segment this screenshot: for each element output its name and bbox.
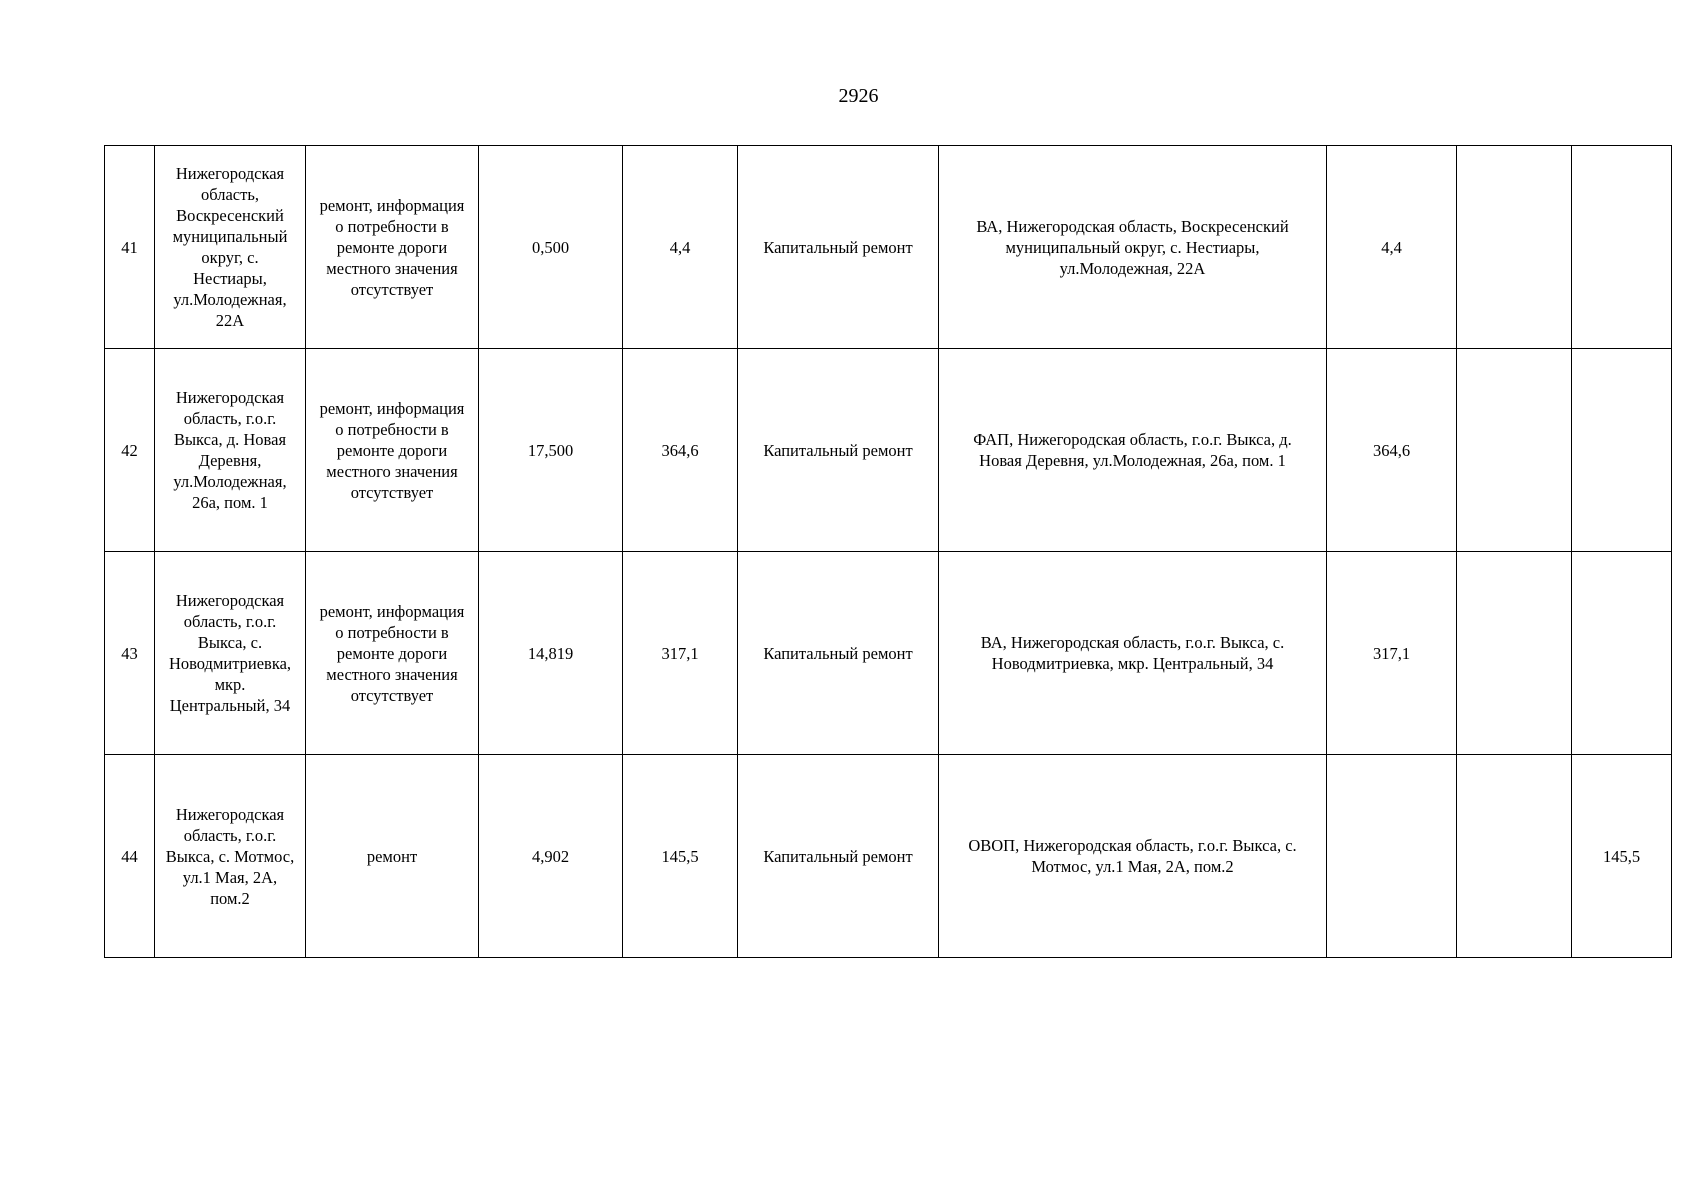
value5-cell: 145,5 xyxy=(1572,755,1672,958)
work-cell: ремонт, информация о потребности в ремонте дороги местного значения отсутствует xyxy=(306,349,479,552)
object-cell: ВА, Нижегородская область, г.о.г. Выкса, с. Новодмитриевка, мкр. Центральный, 34 xyxy=(939,552,1327,755)
value3-cell: 364,6 xyxy=(1327,349,1457,552)
table-row xyxy=(105,552,1672,755)
value1-cell: 4,902 xyxy=(479,755,623,958)
value1-cell: 14,819 xyxy=(479,552,623,755)
value4-cell xyxy=(1457,755,1572,958)
object-cell: ФАП, Нижегородская область, г.о.г. Выкса, д. Новая Деревня, ул.Молодежная, 26а, пом. 1 xyxy=(939,349,1327,552)
address-cell: Нижегородская область, Воскресенский муниципальный округ, с. Нестиары, ул.Молодежная, 22А xyxy=(155,146,306,349)
value1-cell: 0,500 xyxy=(479,146,623,349)
value1-cell: 17,500 xyxy=(479,349,623,552)
value2-cell: 317,1 xyxy=(623,552,738,755)
repair-type-cell: Капитальный ремонт xyxy=(738,349,939,552)
value5-cell xyxy=(1572,552,1672,755)
value5-cell xyxy=(1572,146,1672,349)
value3-cell: 4,4 xyxy=(1327,146,1457,349)
value5-cell xyxy=(1572,349,1672,552)
address-cell: Нижегородская область, г.о.г. Выкса, с. Мотмос, ул.1 Мая, 2А, пом.2 xyxy=(155,755,306,958)
table-row xyxy=(105,755,1672,958)
work-cell: ремонт xyxy=(306,755,479,958)
value2-cell: 364,6 xyxy=(623,349,738,552)
data-table xyxy=(104,145,1672,958)
repair-type-cell: Капитальный ремонт xyxy=(738,146,939,349)
table-row xyxy=(105,146,1672,349)
value4-cell xyxy=(1457,552,1572,755)
row-number-cell: 44 xyxy=(105,755,155,958)
table-row xyxy=(105,349,1672,552)
value4-cell xyxy=(1457,146,1572,349)
value2-cell: 145,5 xyxy=(623,755,738,958)
value3-cell: 317,1 xyxy=(1327,552,1457,755)
object-cell: ВА, Нижегородская область, Воскресенский муниципальный округ, с. Нестиары, ул.Молодежная, 22А xyxy=(939,146,1327,349)
object-cell: ОВОП, Нижегородская область, г.о.г. Выкса, с. Мотмос, ул.1 Мая, 2А, пом.2 xyxy=(939,755,1327,958)
row-number-cell: 41 xyxy=(105,146,155,349)
address-cell: Нижегородская область, г.о.г. Выкса, с. Новодмитриевка, мкр. Центральный, 34 xyxy=(155,552,306,755)
work-cell: ремонт, информация о потребности в ремонте дороги местного значения отсутствует xyxy=(306,552,479,755)
value3-cell xyxy=(1327,755,1457,958)
value4-cell xyxy=(1457,349,1572,552)
row-number-cell: 43 xyxy=(105,552,155,755)
page-number: 2926 xyxy=(838,85,879,107)
value2-cell: 4,4 xyxy=(623,146,738,349)
row-number-cell: 42 xyxy=(105,349,155,552)
address-cell: Нижегородская область, г.о.г. Выкса, д. Новая Деревня, ул.Молодежная, 26а, пом. 1 xyxy=(155,349,306,552)
work-cell: ремонт, информация о потребности в ремонте дороги местного значения отсутствует xyxy=(306,146,479,349)
repair-type-cell: Капитальный ремонт xyxy=(738,552,939,755)
repair-type-cell: Капитальный ремонт xyxy=(738,755,939,958)
